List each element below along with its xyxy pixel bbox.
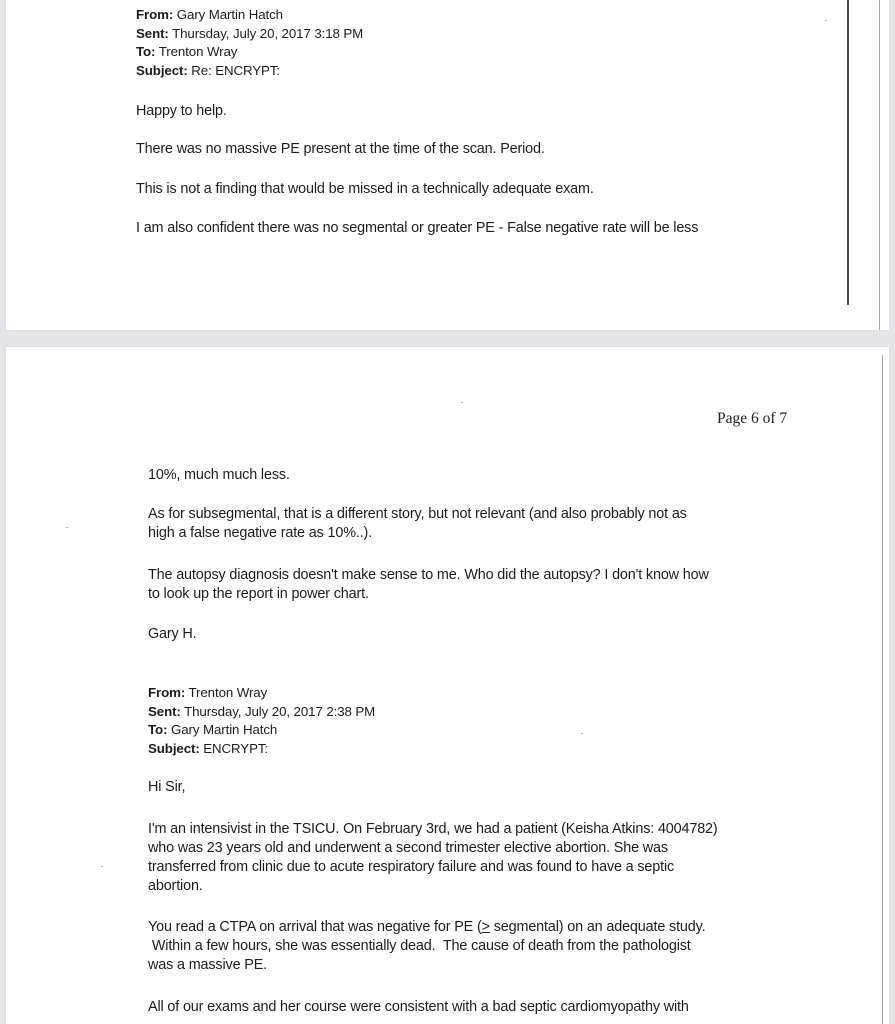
reply-from-row: [136, 6, 363, 25]
original-to-row: [148, 721, 375, 740]
sent-label: Sent:: [136, 25, 169, 41]
subject-label: Subject:: [136, 62, 188, 78]
from-label: From:: [148, 685, 186, 700]
reply-body-line: I am also confident there was no segmental or greater PE - False negative rate will be less: [136, 220, 699, 236]
reply-email-header: [136, 6, 363, 80]
sent-value: Thursday, July 20, 2017 3:18 PM: [172, 25, 364, 41]
sent-label: Sent:: [148, 703, 181, 719]
subject-value: Re: ENCRYPT:: [191, 62, 280, 78]
to-label: To:: [136, 44, 156, 60]
scan-speck: [581, 733, 583, 734]
original-body-line: was a massive PE.: [148, 957, 268, 973]
reply-body-line: This is not a finding that would be missed in a technically adequate exam.: [136, 181, 594, 197]
scan-speck: [461, 402, 463, 403]
scan-edge-line: [847, 0, 849, 305]
original-body-line: abortion.: [148, 878, 203, 894]
scan-speck: [66, 527, 68, 528]
scan-speck: [101, 866, 103, 867]
text-segment: segmental) on an adequate study.: [489, 919, 706, 935]
original-body-line: All of our exams and her course were consistent with a bad septic cardiomyopathy with: [148, 999, 689, 1015]
document-page-top: [6, 0, 889, 330]
original-body-line: Within a few hours, she was essentially dead. The cause of death from the pathologist: [148, 938, 691, 954]
reply-body-line: Happy to help.: [136, 103, 227, 119]
original-greeting: Hi Sir,: [148, 779, 186, 795]
sent-value: Thursday, July 20, 2017 2:38 PM: [184, 703, 376, 719]
original-subject-row: [148, 740, 375, 759]
reply-body-line: high a false negative rate as 10%..).: [148, 525, 373, 541]
scan-edge-line: [879, 0, 880, 330]
from-value: Trenton Wray: [188, 685, 268, 700]
from-value: Gary Martin Hatch: [176, 7, 283, 22]
reply-body-line: As for subsegmental, that is a different story, but not relevant (and also probably not as: [148, 506, 687, 522]
to-value: Trenton Wray: [158, 44, 238, 60]
greater-equal-symbol: >: [481, 919, 490, 935]
original-body-line: I'm an intensivist in the TSICU. On February 3rd, we had a patient (Keisha Atkins: 4004782): [148, 821, 718, 837]
to-label: To:: [148, 722, 168, 738]
reply-signature: Gary H.: [148, 626, 197, 642]
reply-subject-row: [136, 62, 363, 81]
subject-value: ENCRYPT:: [203, 740, 268, 756]
original-body-line: who was 23 years old and underwent a second trimester elective abortion. She was: [148, 840, 668, 856]
original-body-line: [148, 918, 705, 937]
original-sent-row: [148, 703, 375, 722]
original-from-row: [148, 684, 375, 703]
reply-body-line: The autopsy diagnosis doesn't make sense to me. Who did the autopsy? I don't know how: [148, 567, 709, 583]
reply-body-line: There was no massive PE present at the time of the scan. Period.: [136, 141, 545, 157]
original-email-header: [148, 684, 375, 758]
reply-sent-row: [136, 25, 363, 44]
reply-body-line: to look up the report in power chart.: [148, 586, 369, 602]
scan-edge-line: [882, 355, 883, 1024]
text-segment: You read a CTPA on arrival that was negative for PE (: [148, 919, 482, 935]
reply-body-line: 10%, much much less.: [148, 467, 290, 483]
reply-to-row: [136, 43, 363, 62]
subject-label: Subject:: [148, 740, 200, 756]
scan-speck: [825, 20, 827, 21]
from-label: From:: [136, 7, 174, 22]
page-indicator: Page 6 of 7: [717, 410, 788, 427]
original-body-line: transferred from clinic due to acute respiratory failure and was found to have a septic: [148, 859, 675, 875]
to-value: Gary Martin Hatch: [171, 722, 278, 738]
document-page-bottom: [6, 347, 889, 1024]
